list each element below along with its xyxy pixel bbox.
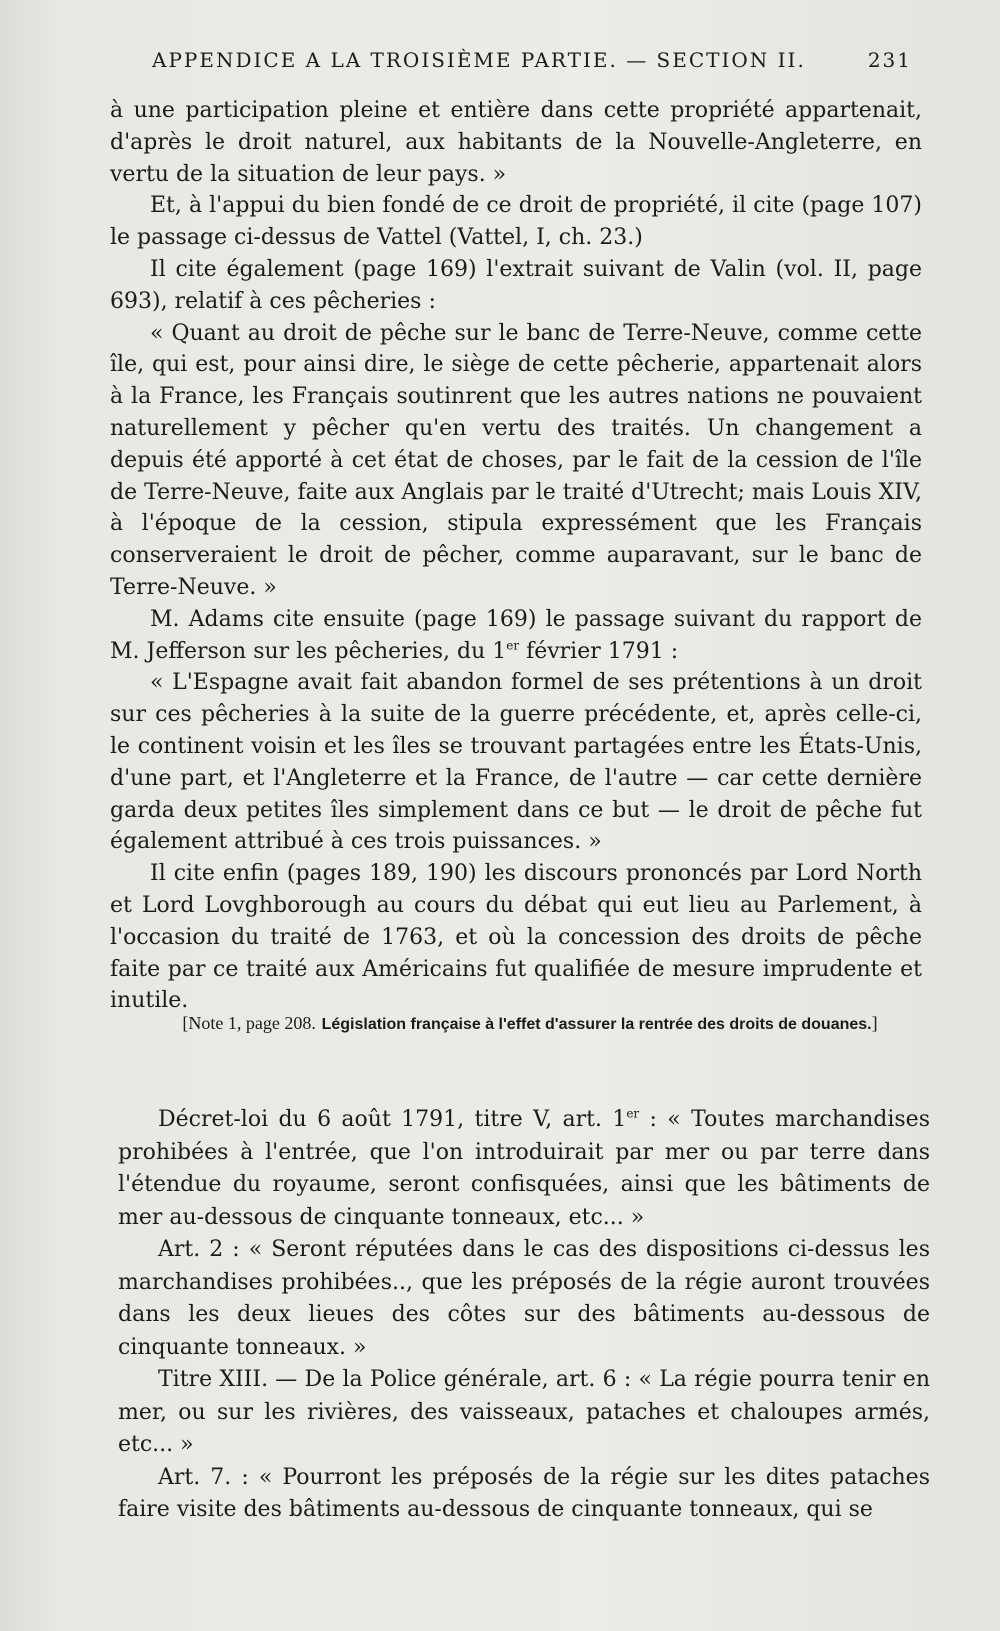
note-title: Législation française à l'effet d'assurer la rentrée des droits de douanes. bbox=[321, 1016, 872, 1033]
paragraph-text: février 1791 : bbox=[519, 638, 679, 664]
running-title: APPENDICE A LA TROISIÈME PARTIE. — SECTION II. bbox=[152, 48, 806, 72]
paragraph-text: Décret-loi du 6 août 1791, titre V, art. 1 bbox=[158, 1107, 627, 1132]
superscript: er bbox=[506, 638, 520, 653]
note-text bbox=[118, 1104, 930, 1527]
paragraph bbox=[118, 1104, 930, 1234]
paragraph-text: M. Adams cite ensuite (page 169) le passage suivant du rapport de M. Jefferson sur les pêcheries, du 1 bbox=[110, 606, 922, 664]
paragraph: Et, à l'appui du bien fondé de ce droit de propriété, il cite (page 107) le passage ci-dessus de Vattel (Vattel, I, ch. 23.) bbox=[110, 193, 922, 251]
running-header bbox=[152, 48, 912, 72]
paragraph: Il cite enfin (pages 189, 190) les discours prononcés par Lord North et Lord Lovghborough au cours du débat qui eut lieu au Parlement, à l'occasion du traité de 1763, et où la concession des droits de pêche faite par ce traité aux Américains fut qualifiée de mesure imprudente et inutile. bbox=[110, 861, 922, 1014]
main-text bbox=[110, 95, 922, 1017]
paragraph-text: : « Toutes marchandises prohibées à l'entrée, que l'on introduirait par mer ou par terre dans l'étendue du royaume, seront confisquées, ainsi que les bâtiments de mer au-dessous de cinquante tonneaux, etc... » bbox=[118, 1107, 930, 1230]
note-prefix: [Note 1, page 208. bbox=[182, 1013, 316, 1033]
paragraph: Art. 2 : « Seront réputées dans le cas des dispositions ci-dessus les marchandises prohibées.., que les préposés de la régie auront trouvées dans les deux lieues des côtes sur des bâtiments au-dessous de cinquante tonneaux. » bbox=[118, 1237, 930, 1360]
page-number: 231 bbox=[867, 48, 912, 72]
paragraph: Il cite également (page 169) l'extrait suivant de Valin (vol. II, page 693), relatif à ces pêcheries : bbox=[110, 256, 922, 314]
paragraph: Art. 7. : « Pourront les préposés de la régie sur les dites pataches faire visite des bâtiments au-dessous de cinquante tonneaux, qui se bbox=[118, 1464, 930, 1522]
note-suffix: ] bbox=[871, 1013, 878, 1033]
paragraph: à une participation pleine et entière dans cette propriété appartenait, d'après le droit naturel, aux habitants de la Nouvelle-Angleterre, en vertu de la situation de leur pays. » bbox=[110, 98, 922, 187]
paragraph bbox=[110, 604, 922, 668]
superscript: er bbox=[626, 1106, 640, 1121]
note-heading bbox=[170, 1010, 890, 1038]
paragraph: Titre XIII. — De la Police générale, art. 6 : « La régie pourra tenir en mer, ou sur les rivières, des vaisseaux, pataches et chaloupes armés, etc... » bbox=[118, 1367, 930, 1457]
paragraph-quote: « Quant au droit de pêche sur le banc de Terre-Neuve, comme cette île, qui est, pour ainsi dire, le siège de cette pêcherie, appartenait alors à la France, les Français soutinrent que les autres nations ne pouvaient naturellement y pêcher qu'en vertu des traités. Un changement a depuis été apporté à cet état de choses, par le fait de la cession de l'île de Terre-Neuve, faite aux Anglais par le traité d'Utrecht; mais Louis XIV, à l'époque de la cession, stipula expressément que les Français conserveraient le droit de pêcher, comme auparavant, sur le banc de Terre-Neuve. » bbox=[110, 320, 922, 600]
paragraph-quote: « L'Espagne avait fait abandon formel de ses prétentions à un droit sur ces pêcheries à la suite de la guerre précédente, et, après celle-ci, le continent voisin et les îles se trouvant partagées entre les États-Unis, d'une part, et l'Angleterre et la France, de l'autre — car cette dernière garda deux petites îles simplement dans ce but — le droit de pêche fut également attribué à ces trois puissances. » bbox=[110, 670, 922, 855]
